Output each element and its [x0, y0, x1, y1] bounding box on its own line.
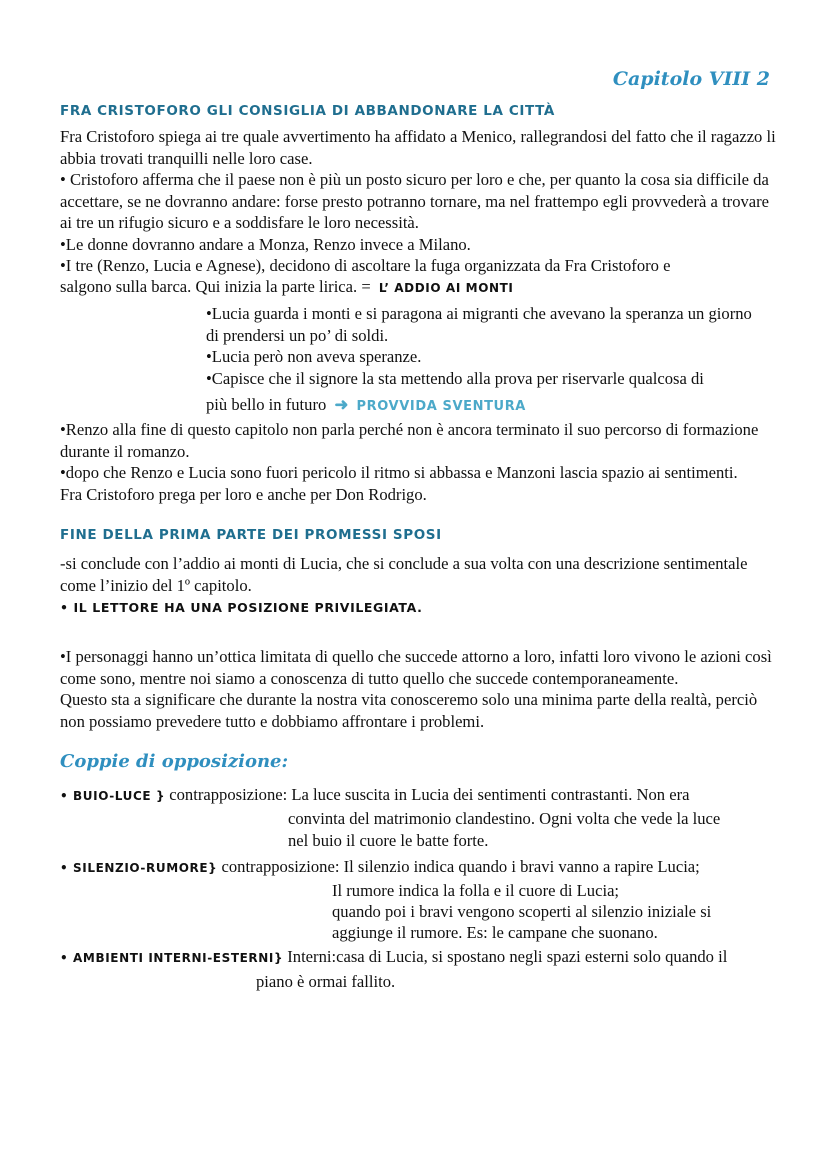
indented-notes: [206, 303, 766, 389]
opposition-text-line: piano è ormai fallito.: [256, 972, 396, 991]
opposition-item-ambienti: [60, 946, 727, 970]
paragraph: •Renzo alla fine di questo capitolo non parla perché non è ancora terminato il suo percorso di formazione durante il romanzo.: [60, 420, 759, 461]
addio-label: L’ ADDIO AI MONTI: [378, 281, 514, 295]
paragraph: •I tre (Renzo, Lucia e Agnese), decidono di ascoltare la fuga organizzata da Fra Cristoforo e: [60, 256, 671, 275]
opposition-text: Il silenzio indica quando i bravi vanno a rapire Lucia;: [343, 857, 700, 876]
opposition-text: Interni:casa di Lucia, si spostano negli spazi esterni solo quando il: [287, 947, 728, 966]
paragraph: Fra Cristoforo spiega ai tre quale avvertimento ha affidato a Menico, rallegrandosi del fatto che il ragazzo li abbia trovati tranquilli nelle loro case.: [60, 127, 776, 168]
indented-paragraph: •Lucia guarda i monti e si paragona ai migranti che avevano la speranza un giorno di prendersi un po’ di soldi.: [206, 304, 752, 345]
opposition-text-line: nel buio il cuore le batte forte.: [288, 831, 489, 850]
opposition-kind: contrapposizione:: [169, 785, 288, 804]
paragraph: Fra Cristoforo prega per loro e anche per Don Rodrigo.: [60, 484, 427, 504]
opposition-text-line: Il rumore indica la folla e il cuore di Lucia;: [332, 881, 620, 900]
opposition-label: • BUIO-LUCE }: [60, 789, 166, 803]
opposition-label: • SILENZIO-RUMORE}: [60, 861, 218, 875]
paragraph: •I personaggi hanno un’ottica limitata di quello che succede attorno a loro, infatti loro vivono le azioni così come sono, mentre noi siamo a conoscenza di tutto quello che succede contemporaneamente.: [60, 647, 772, 688]
section1-body: [60, 126, 780, 277]
section1-body-continued: [60, 419, 780, 505]
arrow-right-icon: ➜: [334, 395, 349, 414]
opposition-label: • AMBIENTI INTERNI-ESTERNI}: [60, 951, 284, 965]
paragraph: •dopo che Renzo e Lucia sono fuori pericolo il ritmo si abbassa e Manzoni lascia spazio ai sentimenti.: [60, 463, 738, 482]
section2-intro: [60, 553, 780, 596]
indented-paragraph: •Capisce che il signore la sta mettendo alla prova per riservarle qualcosa di: [206, 368, 704, 388]
opposition-item-silenzio-rumore: [60, 856, 700, 880]
provvida-sventura-label: PROVVIDA SVENTURA: [356, 399, 526, 414]
opposition-text-line: convinta del matrimonio clandestino. Ogni volta che vede la luce: [288, 809, 721, 828]
chapter-title: Capitolo VIII 2: [612, 68, 770, 90]
opposition-kind: contrapposizione:: [221, 857, 340, 876]
indented-paragraph: •Lucia però non aveva speranze.: [206, 347, 422, 366]
paragraph-text: più bello in futuro: [206, 395, 327, 414]
opposition-text-line: aggiunge il rumore. Es: le campane che suonano.: [332, 923, 658, 942]
paragraph-text: salgono sulla barca. Qui inizia la parte lirica. =: [60, 277, 371, 296]
paragraph: -si conclude con l’addio ai monti di Lucia, che si conclude a sua volta con una descrizione sentimentale come l’inizio del 1º capitolo.: [60, 554, 748, 595]
opposition-item-buio-luce: [60, 784, 690, 808]
section2-body: [60, 646, 780, 732]
paragraph: • Cristoforo afferma che il paese non è più un posto sicuro per loro e che, per quanto la cosa sia difficile da accettare, se ne dovranno andare: forse presto potranno tornare, ma nel frattempo egli provvederà a trovare ai tre un rifugio sicuro e a soddisfare le loro necessità.: [60, 170, 770, 232]
lyrical-part-line: [60, 276, 514, 300]
provvida-line: [206, 394, 526, 418]
opposition-text: La luce suscita in Lucia dei sentimenti contrastanti. Non era: [291, 785, 690, 804]
paragraph: •Le donne dovranno andare a Monza, Renzo invece a Milano.: [60, 234, 471, 254]
paragraph: Questo sta a significare che durante la nostra vita conosceremo solo una minima parte della realtà, perciò non possiamo prevedere tutto e dobbiamo affrontare i problemi.: [60, 690, 758, 731]
section-heading-coppie: Coppie di opposizione:: [60, 751, 289, 772]
section-heading-fine-prima-parte: FINE DELLA PRIMA PARTE DEI PROMESSI SPOSI: [60, 527, 442, 543]
section-heading-fra-cristoforo: FRA CRISTOFORO GLI CONSIGLIA DI ABBANDONARE LA CITTÀ: [60, 103, 555, 119]
lettore-note: • IL LETTORE HA UNA POSIZIONE PRIVILEGIATA.: [60, 600, 423, 615]
opposition-text-line: quando poi i bravi vengono scoperti al silenzio iniziale si: [332, 902, 712, 921]
